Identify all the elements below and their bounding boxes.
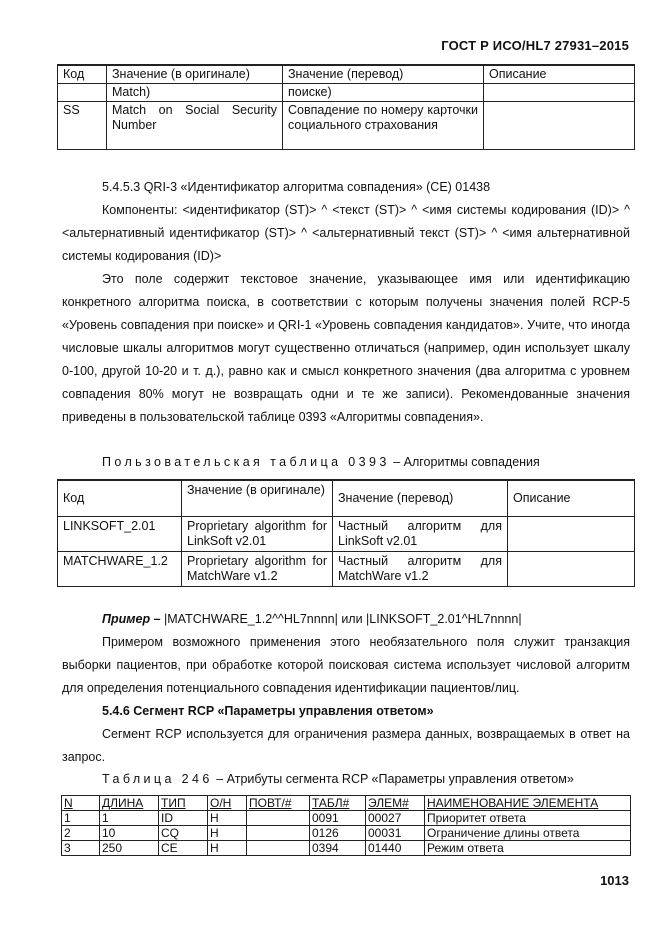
table2-caption-number: Пользовательская таблица 0393 xyxy=(102,455,390,469)
header-cell: О/Н xyxy=(208,796,247,811)
header-cell: Значение (в оригинале) xyxy=(182,480,333,516)
table-cell: 3 xyxy=(62,841,100,856)
example-text: |MATCHWARE_1.2^^HL7nnnn| или |LINKSOFT_2.01^HL7nnnn| xyxy=(164,612,522,626)
table-cell xyxy=(484,102,635,150)
table-cell xyxy=(508,551,635,586)
header-cell: ТИП xyxy=(159,796,208,811)
table-header-row xyxy=(58,65,635,84)
table-cell: MATCHWARE_1.2 xyxy=(58,551,182,586)
table-cell: поиске) xyxy=(283,84,484,102)
table-cell xyxy=(58,84,107,102)
table-cell: Частный алгоритм для MatchWare v1.2 xyxy=(333,551,508,586)
section-title-5453: 5.4.5.3 QRI-3 «Идентификатор алгоритма совпадения» (CE) 01438 xyxy=(102,180,491,194)
header-cell: N xyxy=(62,796,100,811)
header-cell: ЭЛЕМ# xyxy=(366,796,425,811)
table-cell: SS xyxy=(58,102,107,150)
example-note: Примером возможного применения этого необязательного поля служит транзакция выборки пациентов, при обработке которой поисковая система использует числовой алгоритм для определения потенциального совпадения идентификации пациентов/лиц. xyxy=(62,635,630,695)
header-cell: Описание xyxy=(508,480,635,516)
section-title-546: 5.4.6 Сегмент RCP «Параметры управления ответом» xyxy=(102,704,434,718)
table-cell: CE xyxy=(159,841,208,856)
table-cell xyxy=(508,516,635,551)
table-cell: Match on Social Security Number xyxy=(107,102,283,150)
table-cell xyxy=(247,811,310,826)
matching-algorithms-table xyxy=(57,479,635,587)
table-row xyxy=(58,102,635,150)
table-cell: 1 xyxy=(62,811,100,826)
header-cell: ПОВТ/# xyxy=(247,796,310,811)
header-cell: ТАБЛ# xyxy=(310,796,366,811)
table-header-row xyxy=(58,480,635,516)
rcp-attributes-table xyxy=(61,795,631,856)
page-number: 1013 xyxy=(600,873,629,888)
table-row xyxy=(62,841,631,856)
header-cell: НАИМЕНОВАНИЕ ЭЛЕМЕНТА xyxy=(425,796,631,811)
table-cell: 1 xyxy=(100,811,159,826)
table-cell: Proprietary algorithm for MatchWare v1.2 xyxy=(182,551,333,586)
table-cell: CQ xyxy=(159,826,208,841)
table-cell: 00027 xyxy=(366,811,425,826)
table-cell: Proprietary algorithm for LinkSoft v2.01 xyxy=(182,516,333,551)
header-cell: ДЛИНА xyxy=(100,796,159,811)
header-cell: Код xyxy=(58,480,182,516)
table-cell: Н xyxy=(208,826,247,841)
table-cell xyxy=(247,841,310,856)
table-cell xyxy=(484,84,635,102)
document-header: ГОСТ Р ИСО/HL7 27931–2015 xyxy=(441,38,629,53)
table-cell: ID xyxy=(159,811,208,826)
table-row xyxy=(62,826,631,841)
table-row xyxy=(58,84,635,102)
table2-caption xyxy=(102,455,540,469)
components-paragraph: Компоненты: <идентификатор (ST)> ^ <текст (ST)> ^ <имя системы кодирования (ID)> ^ <альтернативный идентификатор (ST)> ^ <альтернативный текст (ST)> ^ <имя альтернативной системы кодирования (ID)> xyxy=(62,203,630,263)
table-cell: 0091 xyxy=(310,811,366,826)
rcp-paragraph: Сегмент RCP используется для ограничения размера данных, возвращаемых в ответ на запрос. xyxy=(62,727,630,764)
matching-codes-table xyxy=(57,64,635,150)
table-row xyxy=(62,811,631,826)
table-cell: Match) xyxy=(107,84,283,102)
table3-caption xyxy=(102,772,574,786)
table-cell: 10 xyxy=(100,826,159,841)
header-cell: Значение (перевод) xyxy=(283,65,484,84)
header-cell: Код xyxy=(58,65,107,84)
table-cell: 0394 xyxy=(310,841,366,856)
header-cell: Описание xyxy=(484,65,635,84)
table-header-row xyxy=(62,796,631,811)
table-cell: Ограничение длины ответа xyxy=(425,826,631,841)
table-cell: Н xyxy=(208,841,247,856)
header-cell: Значение (в оригинале) xyxy=(107,65,283,84)
example-line xyxy=(102,608,630,631)
table-cell: LINKSOFT_2.01 xyxy=(58,516,182,551)
table-cell: 250 xyxy=(100,841,159,856)
header-cell: Значение (перевод) xyxy=(333,480,508,516)
table-cell xyxy=(247,826,310,841)
table-row xyxy=(58,516,635,551)
table-cell: Режим ответа xyxy=(425,841,631,856)
table-cell: Н xyxy=(208,811,247,826)
table3-caption-number: Таблица 246 xyxy=(102,772,213,786)
table-cell: 01440 xyxy=(366,841,425,856)
table3-caption-title: – Атрибуты сегмента RCP «Параметры управления ответом» xyxy=(216,772,574,786)
table-cell: 0126 xyxy=(310,826,366,841)
table2-caption-title: – Алгоритмы совпадения xyxy=(393,455,540,469)
table-cell: Частный алгоритм для LinkSoft v2.01 xyxy=(333,516,508,551)
table-cell: Приоритет ответа xyxy=(425,811,631,826)
table-cell: 00031 xyxy=(366,826,425,841)
description-paragraph: Это поле содержит текстовое значение, указывающее имя или идентификацию конкретного алгоритма поиска, в соответствии с которым получены значения полей RCP-5 «Уровень совпадения при поиске» и QRI-1 «Уровень совпадения кандидатов». Учите, что иногда числовые шкалы алгоритмов могут существенно отличаться (например, один использует шкалу 0-100, другой 10-20 и т. д.), равно как и смысл конкретного значения (два алгоритма с уровнем совпадения 80% могут не возвращать одни и те же записи). Рекомендованные значения приведены в пользовательской таблице 0393 «Алгоритмы совпадения». xyxy=(62,272,630,424)
table-row xyxy=(58,551,635,586)
example-label: Пример – xyxy=(102,612,161,626)
table-cell: Совпадение по номеру карточки социального страхования xyxy=(283,102,484,150)
table-cell: 2 xyxy=(62,826,100,841)
